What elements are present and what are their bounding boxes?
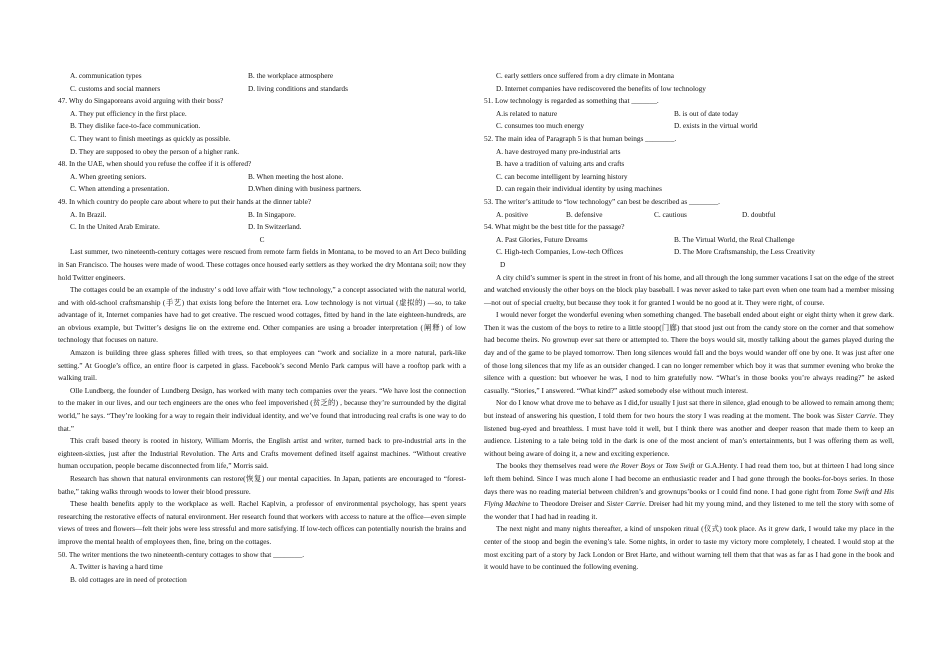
q49-options-row-1 bbox=[58, 209, 466, 222]
book-title: Sister Carrie bbox=[606, 499, 645, 509]
q46-option-c[interactable]: C. customs and social manners bbox=[70, 83, 161, 93]
passage-c-paragraph: These health benefits apply to the workplace as well. Rachel Kaplvin, a professor of environmental psychology, has spent years researching the restorative effects of natural environment. Her research found that workers with access to nature at the office—even simple views of trees and flowers—felt their jobs were less stressful and more satisfying. If low-tech offices can potentially nourish the brains and improve the mental health of employees then, fine, bring on the cottages. bbox=[58, 499, 466, 546]
section-c-heading: C bbox=[259, 234, 265, 244]
question-54: 54. What might be the best title for the passage? bbox=[484, 222, 625, 232]
q46-option-b[interactable]: B. the workplace atmosphere bbox=[248, 71, 334, 80]
passage-d-paragraph-3 bbox=[484, 397, 894, 460]
q54-options-row-2 bbox=[484, 246, 894, 259]
q53-option-b[interactable]: B. defensive bbox=[566, 209, 603, 219]
q54-option-d[interactable]: D. The More Craftsmanship, the Less Creativity bbox=[674, 247, 815, 257]
section-d-heading: D bbox=[500, 259, 506, 269]
q47-option-c[interactable]: C. They want to finish meetings as quickly as possible. bbox=[70, 133, 231, 143]
book-title: Tome Swift and His Flying Machine bbox=[484, 486, 894, 509]
book-title: Tom Swift bbox=[665, 461, 695, 471]
q50-option-b[interactable]: B. old cottages are in need of protection bbox=[70, 574, 187, 584]
passage-c-paragraph: Research has shown that natural environments can restore(恢复) our mental capacities. In Japan, patients are encouraged to “forest-bathe,” taking walks through woods to lower their blood pressure. bbox=[58, 474, 466, 496]
question-52: 52. The main idea of Paragraph 5 is that human beings ________. bbox=[484, 133, 677, 143]
q48-option-d[interactable]: D.When dining with business partners. bbox=[248, 184, 362, 194]
q47-option-a[interactable]: A. They put efficiency in the first place. bbox=[70, 108, 187, 118]
passage-d-paragraph-4 bbox=[484, 460, 894, 523]
q52-option-d[interactable]: D. can regain their individual identity by using machines bbox=[496, 184, 662, 194]
q50-option-a[interactable]: A. Twitter is having a hard time bbox=[70, 562, 163, 572]
q48-option-a[interactable]: A. When greeting seniors. bbox=[70, 171, 147, 181]
q51-options-row-1 bbox=[484, 108, 894, 121]
q52-option-a[interactable]: A. have destroyed many pre-industrial arts bbox=[496, 146, 621, 156]
passage-d-paragraph-5: The next night and many nights thereafter, a kind of unspoken ritual (仪式) took place. As it grew dark, I would take my place in the center of the stoop and begin the evening’s tale. Some nights, in order to taste my victory more completely, I cheated. I would stop at the most exciting part of a story by Jack London or Bret Harte, and without warning tell them that that was as far as I had gone in the book and it would have to be continued the following evening. bbox=[484, 524, 894, 572]
left-column bbox=[58, 70, 466, 586]
q51-options-row-2 bbox=[484, 120, 894, 133]
passage-d-paragraph-1: A city child’s summer is spent in the street in front of his home, and all through the long summer vacations I sat on the edge of the street and watched enviously the other boys on the block play baseball. I was never asked to take part even when one team had a member missing—not out of special cruelty, but because they took it for granted I would be no good at it. They were right, of course. bbox=[484, 272, 894, 307]
passage-c-paragraph: Olle Lundberg, the founder of Lundberg Design, has worked with many tech companies over the years. “We have lost the connection to the maker in our lives, and our tech engineers are the ones who feel impoverished (贫乏的) , because they’re surrounded by the digital world,” he says. “They’re looking for a way to regain their individual identity, and we’ve found that introducing real crafts is one way to do that.” bbox=[58, 385, 466, 433]
text-run: . Dreiser had hit my young mind, and they listened to me tell the story with some of the wonder that I had had in reading it. bbox=[484, 499, 895, 521]
book-title: the Rover Boys bbox=[609, 461, 655, 471]
passage-c-paragraph: The cottages could be an example of the industry’ s odd love affair with “low technology,” a concept associated with the natural world, and with old-school craftsmanship (手艺) that exists long before the Internet era. Low technology is not virtual (虚拟的) —so, to take advantage of it, Internet companies have had to get creative. The rescued wood cottages, fitted by hand in the late eighteen-hundreds, are an obvious example, but Twitter’s designs lie on the extreme end. Other companies are using a broader interpretation (阐释) of low technology that focuses on nature. bbox=[58, 285, 466, 345]
q52-option-c[interactable]: C. can become intelligent by learning history bbox=[496, 171, 628, 181]
q46-options-row-1 bbox=[58, 70, 466, 83]
q46-options-row-2 bbox=[58, 83, 466, 96]
passage-c-paragraph: Last summer, two nineteenth-century cottages were rescued from remote farm fields in Montana, to be moved to an Art Deco building in San Francisco. The houses were made of wood. These cottages once housed early settlers as they worked the dry Montana soil; now they hold Twitter engineers. bbox=[58, 247, 466, 282]
q54-option-a[interactable]: A. Past Glories, Future Dreams bbox=[496, 234, 588, 244]
text-run: Nor do I know what drove me to behave as I did,for usually I just sat there in silence, glad enough to be allowed to remain among them; but instead of answering his question, I told them for two hours the story I was reading at the moment. The book was bbox=[484, 398, 894, 421]
q49-option-c[interactable]: C. In the United Arab Emirate. bbox=[70, 222, 160, 232]
q49-options-row-2 bbox=[58, 221, 466, 234]
text-run: or bbox=[654, 461, 666, 471]
q48-options-row-2 bbox=[58, 183, 466, 196]
q47-option-b[interactable]: B. They dislike face-to-face communication. bbox=[70, 121, 201, 131]
text-run: The books they themselves read were bbox=[496, 461, 610, 471]
text-run: to Theodore Dreiser and bbox=[530, 499, 607, 509]
q53-option-a[interactable]: A. positive bbox=[496, 209, 529, 219]
q53-option-c[interactable]: C. cautious bbox=[654, 209, 687, 219]
q51-option-d[interactable]: D. exists in the virtual world bbox=[674, 121, 758, 131]
book-title: Sister Carrie bbox=[836, 411, 876, 421]
q49-option-a[interactable]: A. In Brazil. bbox=[70, 209, 107, 219]
q48-option-b[interactable]: B. When meeting the host alone. bbox=[248, 171, 344, 181]
q51-option-a[interactable]: A.is related to nature bbox=[496, 108, 558, 118]
q50-option-c[interactable]: C. early settlers once suffered from a dry climate in Montana bbox=[496, 71, 674, 80]
question-51: 51. Low technology is regarded as something that _______. bbox=[484, 96, 659, 106]
question-48: 48. In the UAE, when should you refuse the coffee if it is offered? bbox=[58, 159, 252, 169]
question-50: 50. The writer mentions the two nineteenth-century cottages to show that ________. bbox=[58, 549, 305, 559]
q46-option-a[interactable]: A. communication types bbox=[70, 71, 142, 80]
q51-option-b[interactable]: B. is out of date today bbox=[674, 108, 739, 118]
q49-option-b[interactable]: B. In Singapore. bbox=[248, 209, 296, 219]
q46-option-d[interactable]: D. living conditions and standards bbox=[248, 83, 348, 93]
question-47: 47. Why do Singaporeans avoid arguing with their boss? bbox=[58, 96, 224, 106]
passage-c-paragraph: This craft based theory is rooted in history, William Morris, the English artist and writer, turned back to pre-industrial arts in the eighteen-sixties, just after the Industrial Revolution. The Arts and Crafts movement defined itself against machines. “Without creative human occupation, people became disconnected from life,” Morris said. bbox=[58, 436, 466, 471]
right-column bbox=[484, 70, 894, 574]
q52-option-b[interactable]: B. have a tradition of valuing arts and crafts bbox=[496, 159, 625, 169]
q48-options-row-1 bbox=[58, 171, 466, 184]
q51-option-c[interactable]: C. consumes too much energy bbox=[496, 121, 585, 131]
q47-option-d[interactable]: D. They are supposed to obey the person of a higher rank. bbox=[70, 146, 240, 156]
passage-d-paragraph-2: I would never forget the wonderful evening when something changed. The baseball ended about eight or eight thirty when it grew dark. Then it was the custom of the boys to retire to a little stoop(门廊) that stood just out from the candy store on the corner and that somehow had become theirs. No grownup ever sat there or attempted to. There the boys would sit, mostly talking about the games played during the day and of the game to be played tomorrow. Then long silences would fall and the boys would wander off one by one. It was just after one of those long silences that my life as an outsider changed. I can no longer remember which boy it was that summer evening who broke the silence with a question: but whoever he was, I nod to him gratefully now. “What’s in those books you’re always reading?” he asked casually. “Stories,” I answered. “What kind?” asked somebody else without much interest. bbox=[484, 310, 894, 395]
question-49: 49. In which country do people care about where to put their hands at the dinner table? bbox=[58, 196, 312, 206]
passage-c-paragraph: Amazon is building three glass spheres filled with trees, so that employees can “work and socialize in a more natural, park-like setting.” At Google’s office, an entire floor is carpeted in glass. Facebook’s second Menlo Park campus will have a rooftop park with a walking trail. bbox=[58, 348, 466, 383]
q54-options-row-1 bbox=[484, 234, 894, 247]
q54-option-b[interactable]: B. The Virtual World, the Real Challenge bbox=[674, 234, 795, 244]
q54-option-c[interactable]: C. High-tech Companies, Low-tech Offices bbox=[496, 247, 624, 257]
q48-option-c[interactable]: C. When attending a presentation. bbox=[70, 184, 170, 194]
q49-option-d[interactable]: D. In Switzerland. bbox=[248, 222, 302, 232]
text-run: or G.A.Henty. I had read them too, but at thirteen I had long since left them behind. Since I was much alone I had become an enthusiastic reader and I had gone through the books-for-boys series. In those days there was no reading material between children’s and grownups’books or I could find none. I had gone right from bbox=[484, 461, 894, 496]
q50-option-d[interactable]: D. Internet companies have rediscovered the benefits of low technology bbox=[496, 83, 706, 93]
text-run: . They listened bug-eyed and breathless. I must have told it well, but I think there was another and deeper reason that made them to keep an audience. Listening to a tale being told in the dark is one of the most ancient of man’s entertainments, but I was offering them as well, without being aware of doing it, a new and exciting experience. bbox=[484, 411, 894, 458]
q53-option-d[interactable]: D. doubtful bbox=[742, 209, 776, 219]
q53-options-row bbox=[484, 209, 894, 222]
question-53: 53. The writer’s attitude to “low technology” can best be described as ________. bbox=[484, 196, 721, 206]
